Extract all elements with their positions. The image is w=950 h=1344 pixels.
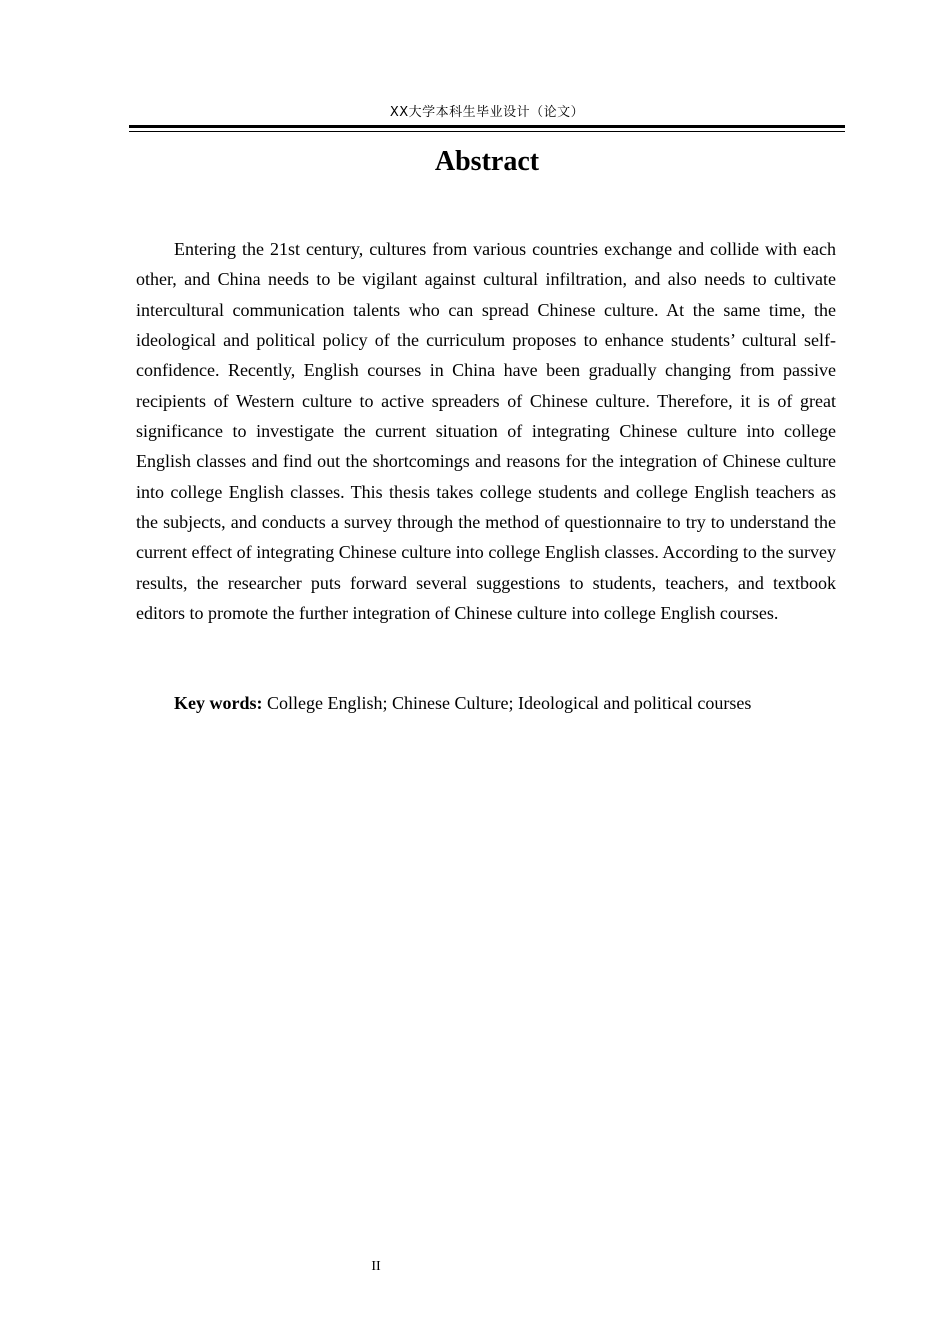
abstract-heading: Abstract — [434, 146, 540, 177]
keywords-value: College English; Chinese Culture; Ideological and political courses — [267, 693, 752, 713]
page-number: II — [371, 1259, 381, 1274]
header-double-rule — [129, 125, 845, 132]
abstract-body: Entering the 21st century, cultures from various countries exchange and collide with each other, and China needs to be vigilant against cultural infiltration, and also needs to cultivate intercultural communication talents who can spread Chinese culture. At the same time, the ideological and political policy of the curriculum proposes to enhance students’ cultural self-confidence. Recently, English courses in China have been gradually changing from passive recipients of Western culture to active spreaders of Chinese culture. Therefore, it is of great significance to investigate the current situation of integrating Chinese culture into college English classes and find out the shortcomings and reasons for the integration of Chinese culture into college English classes. This thesis takes college students and college English teachers as the subjects, and conducts a survey through the method of questionnaire to try to understand the current effect of integrating Chinese culture into college English classes. According to the survey results, the researcher puts forward several suggestions to students, teachers, and textbook editors to promote the further integration of Chinese culture into college English courses. — [136, 239, 836, 624]
running-header: XX大学本科生毕业设计（论文） — [389, 105, 585, 120]
keywords-line — [136, 688, 836, 718]
keywords-label: Key words: — [174, 693, 263, 713]
